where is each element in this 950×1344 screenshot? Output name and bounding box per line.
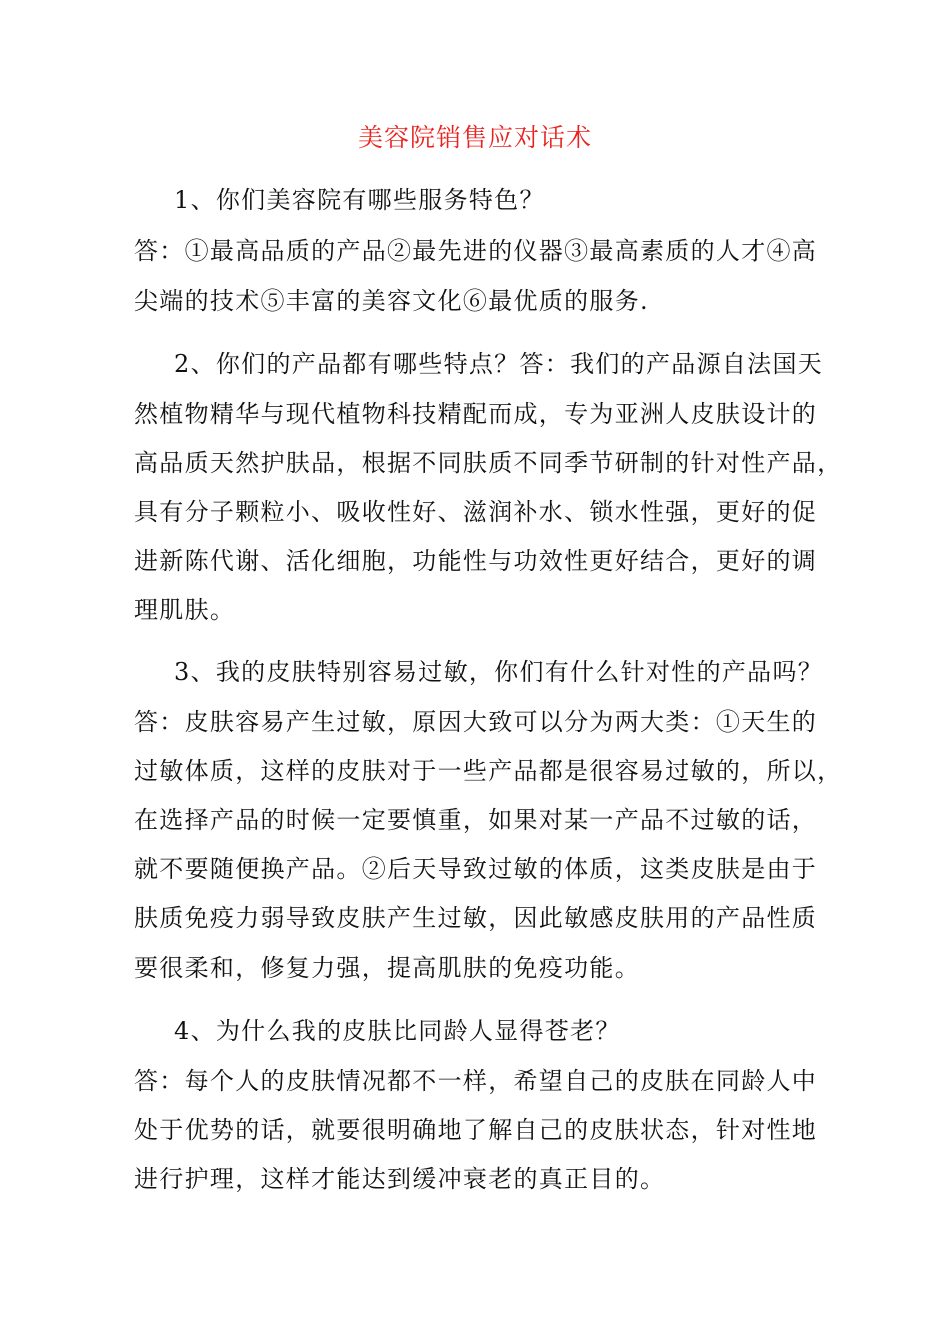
answer-2-line-1: 然植物精华与现代植物科技精配而成，专为亚洲人皮肤设计的 (134, 400, 818, 428)
answer-1-line-2: 尖端的技术⑤丰富的美容文化⑥最优质的服务. (134, 287, 649, 315)
answer-3-line-4: 就不要随便换产品。②后天导致过敏的体质，这类皮肤是由于 (134, 855, 818, 883)
answer-2-line-4: 进新陈代谢、活化细胞，功能性与功效性更好结合，更好的调 (134, 547, 818, 575)
answer-4-line-1: 答：每个人的皮肤情况都不一样，希望自己的皮肤在同龄人中 (134, 1067, 818, 1095)
answer-1-line-1: 答：①最高品质的产品②最先进的仪器③最高素质的人才④高 (134, 237, 818, 265)
answer-3-line-1: 答：皮肤容易产生过敏，原因大致可以分为两大类：①天生的 (134, 708, 818, 736)
question-4: 4、为什么我的皮肤比同龄人显得苍老？ (174, 1017, 621, 1045)
answer-2-line-5: 理肌肤。 (134, 596, 236, 624)
answer-2-line-2: 高品质天然护肤品，根据不同肤质不同季节研制的针对性产品， (134, 449, 843, 477)
answer-3-line-2: 过敏体质，这样的皮肤对于一些产品都是很容易过敏的，所以， (134, 757, 843, 785)
question-1: 1、你们美容院有哪些服务特色？ (174, 186, 545, 214)
answer-2-line-3: 具有分子颗粒小、吸收性好、滋润补水、锁水性强，更好的促 (134, 498, 818, 526)
answer-4-line-3: 进行护理，这样才能达到缓冲衰老的真正目的。 (134, 1165, 666, 1193)
document-title: 美容院销售应对话术 (357, 123, 592, 152)
question-3: 3、我的皮肤特别容易过敏，你们有什么针对性的产品吗？ (174, 658, 824, 686)
answer-4-line-2: 处于优势的话，就要很明确地了解自己的皮肤状态，针对性地 (134, 1116, 818, 1144)
answer-3-line-3: 在选择产品的时候一定要慎重，如果对某一产品不过敏的话， (134, 806, 818, 834)
answer-3-line-6: 要很柔和，修复力强，提高肌肤的免疫功能。 (134, 954, 640, 982)
answer-3-line-5: 肤质免疫力弱导致皮肤产生过敏，因此敏感皮肤用的产品性质 (134, 904, 818, 932)
question-2: 2、你们的产品都有哪些特点？答：我们的产品源自法国天 (174, 350, 824, 378)
